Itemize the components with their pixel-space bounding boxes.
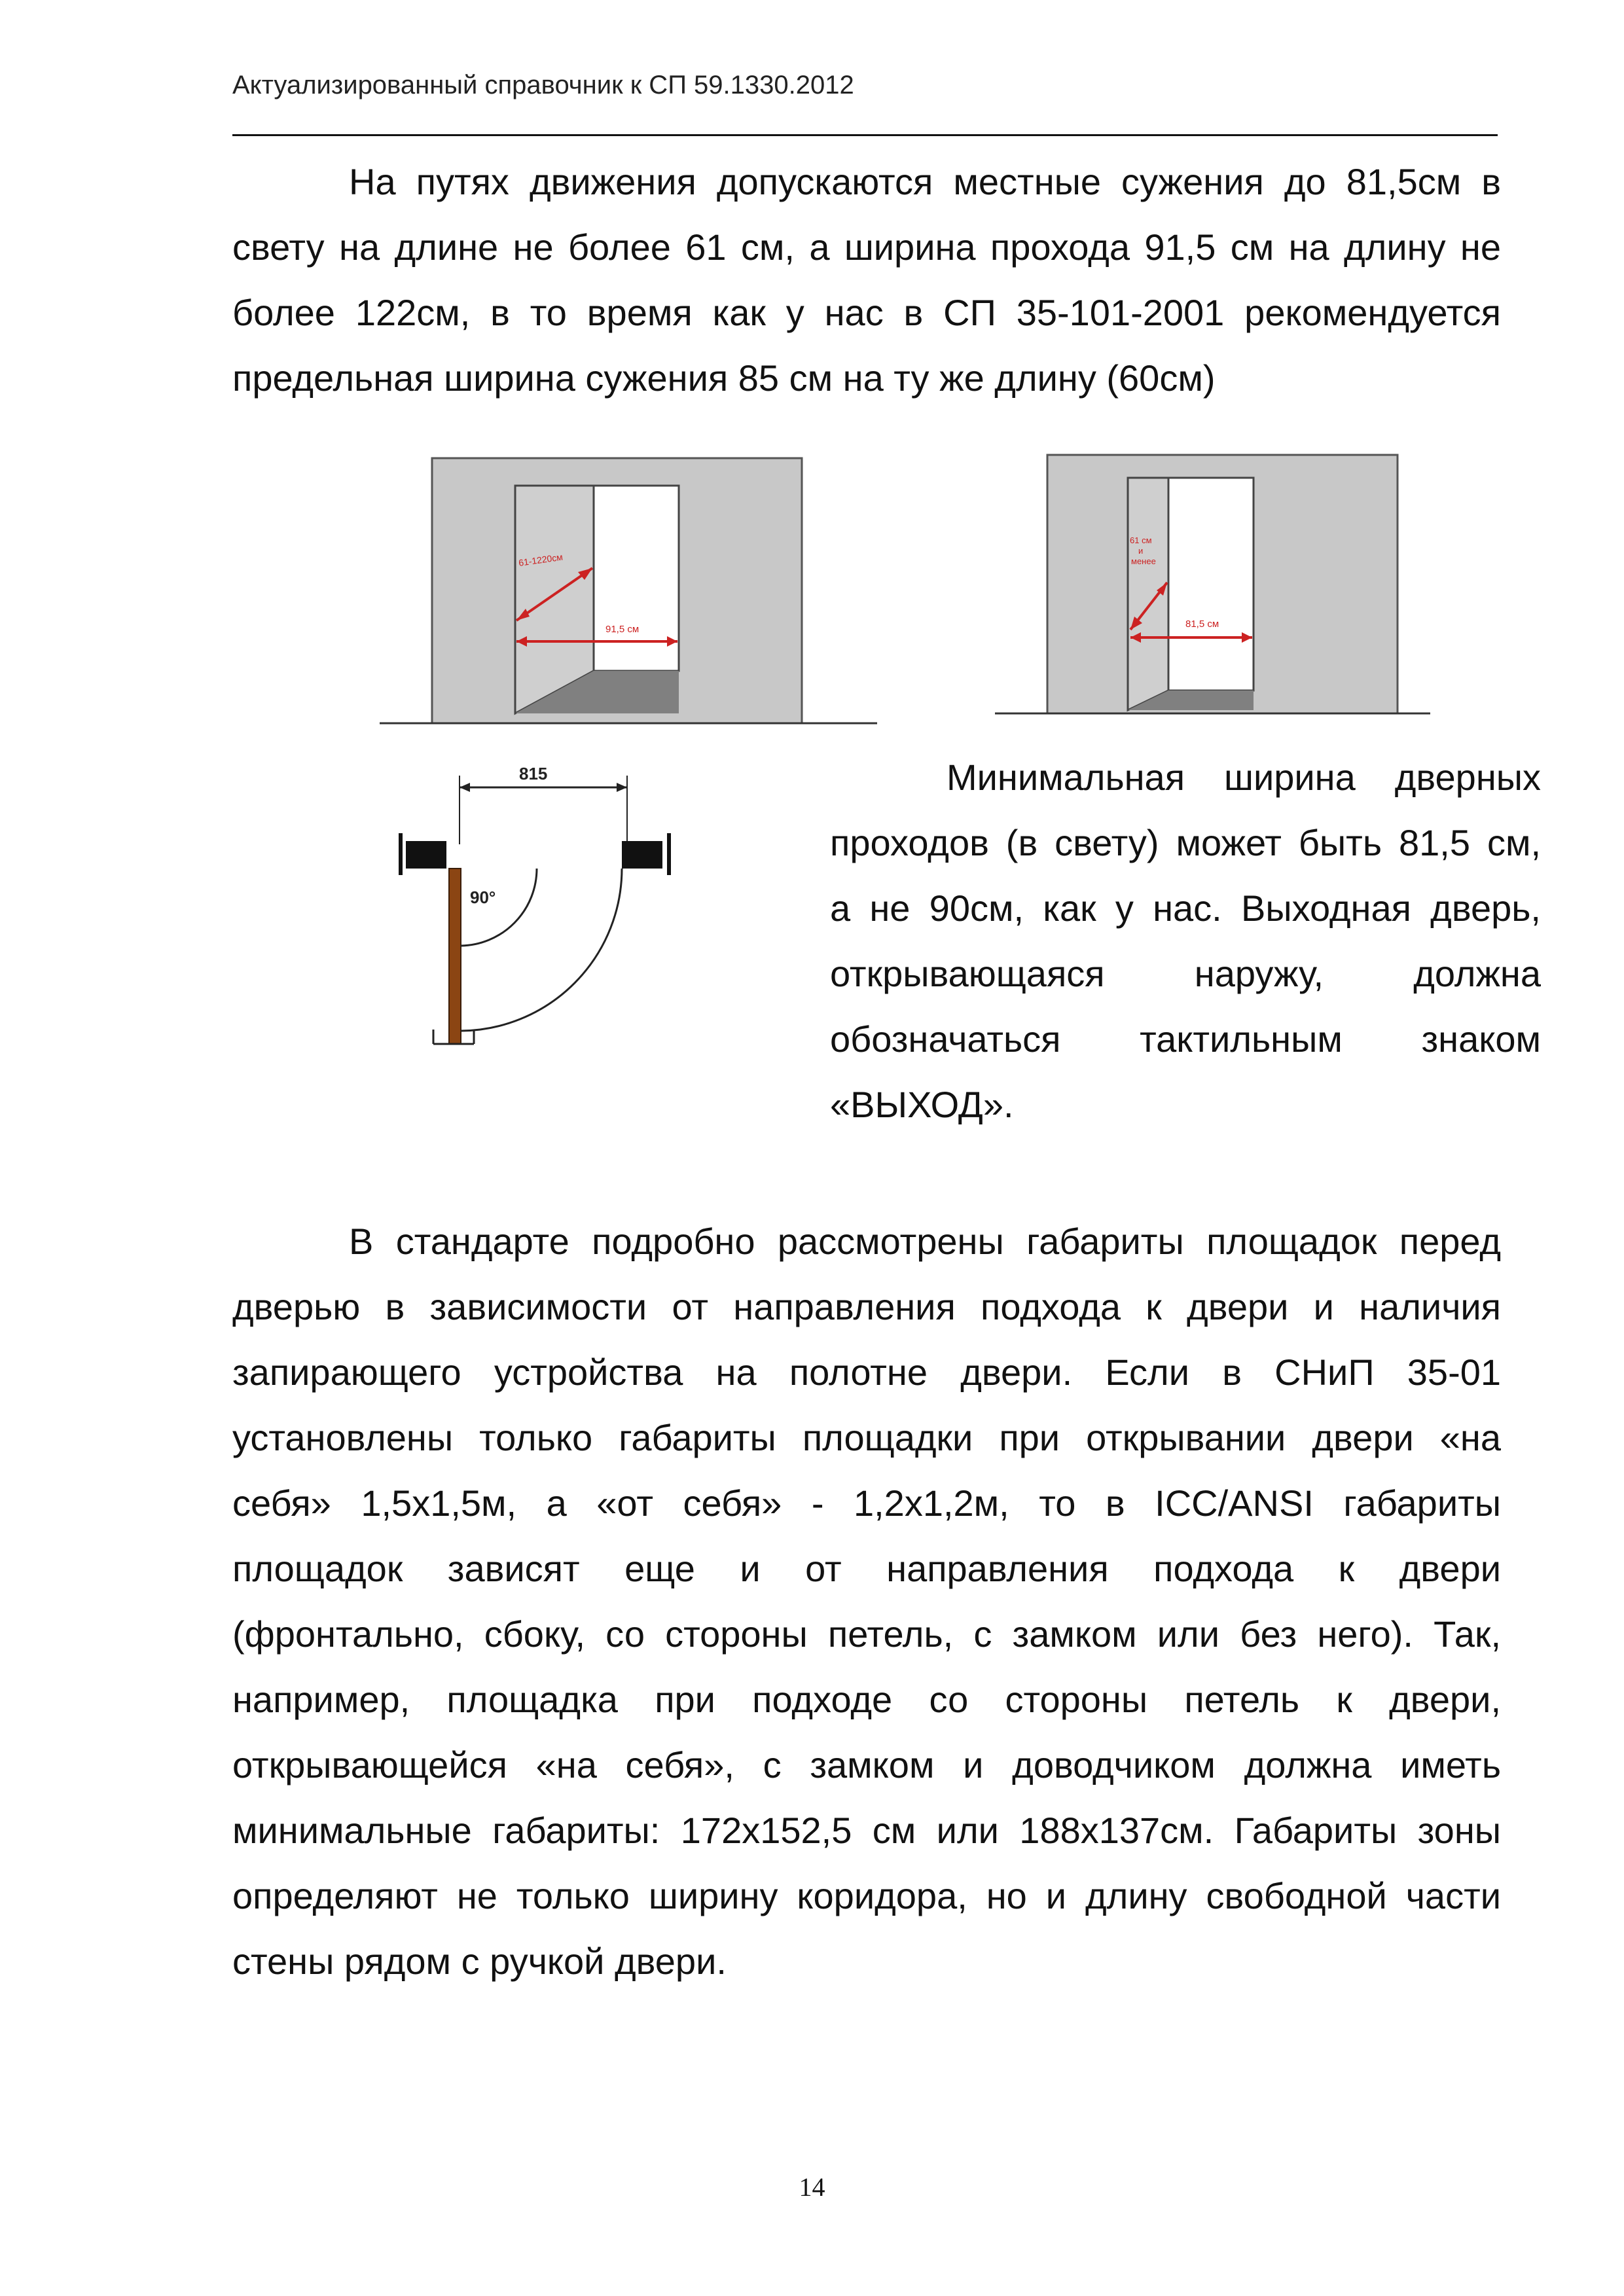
page-header: Актуализированный справочник к СП 59.1330.2012 <box>232 71 854 99</box>
paragraph-narrowing <box>232 149 1501 411</box>
paragraph-line: площадок зависят еще и от направления подхода к двери <box>232 1548 1501 1589</box>
doorway-figure-815 <box>985 445 1437 723</box>
angle-label: 90° <box>470 888 496 907</box>
paragraph-line: стены рядом с ручкой двери. <box>232 1941 727 1982</box>
wall-left <box>406 841 446 869</box>
width-dimension-label: 815 <box>519 764 548 783</box>
paragraph-line: свету на длине не более 61 см, а ширина прохода 91,5 см на длину не <box>232 226 1501 268</box>
paragraph-line: В стандарте подробно рассмотрены габариты площадок перед <box>349 1221 1501 1262</box>
paragraph-line: минимальные габариты: 172х152,5 см или 188х137см. Габариты зоны <box>232 1810 1501 1851</box>
paragraph-line: дверью в зависимости от направления подхода к двери и наличия <box>232 1286 1501 1327</box>
paragraph-line: На путях движения допускаются местные сужения до 81,5см в <box>349 161 1501 202</box>
arrow-head <box>460 783 470 792</box>
paragraph-line: предельная ширина сужения 85 см на ту же длину (60см) <box>232 357 1216 399</box>
width-dimension-label: 91,5 см <box>605 624 640 635</box>
paragraph-line: открывающаяся наружу, должна <box>830 953 1541 994</box>
header-divider <box>232 134 1498 136</box>
paragraph-landing-dimensions <box>232 1209 1501 1994</box>
paragraph-line: определяют не только ширину коридора, но и длину свободной части <box>232 1875 1501 1916</box>
paragraph-line: а не 90см, как у нас. Выходная дверь, <box>830 888 1541 929</box>
arrow-head <box>617 783 627 792</box>
doorway-figure-915 <box>370 445 887 733</box>
width-dimension-label: 81,5 см <box>1185 619 1219 630</box>
paragraph-line: обозначаться тактильным знаком <box>830 1018 1541 1060</box>
paragraph-line: «ВЫХОД». <box>830 1084 1014 1125</box>
paragraph-line: (фронтально, сбоку, со стороны петель, с замком или без него). Так, <box>232 1613 1501 1655</box>
paragraph-line: более 122см, в то время как у нас в СП 35-101-2001 рекомендуется <box>232 292 1501 333</box>
door-opening <box>1168 478 1254 691</box>
door-plan-figure <box>386 756 687 1064</box>
door-leaf <box>449 869 461 1044</box>
wall-right <box>622 841 662 869</box>
diagonal-dimension-label: и <box>1138 546 1144 556</box>
angle-arc <box>461 869 537 946</box>
paragraph-line: например, площадка при подходе со стороны петель к двери, <box>232 1679 1501 1720</box>
paragraph-line: установлены только габариты площадки при открывании двери «на <box>232 1417 1501 1458</box>
diagonal-dimension-label: 61-1220см <box>518 551 564 568</box>
paragraph-line: себя» 1,5х1,5м, а «от себя» - 1,2х1,2м, то в ICC/ANSI габариты <box>232 1482 1501 1524</box>
paragraph-line: открывающейся «на себя», с замком и доводчиком должна иметь <box>232 1744 1501 1785</box>
diagonal-dimension-label: менее <box>1131 556 1156 566</box>
diagonal-dimension-label: 61 см <box>1130 535 1152 545</box>
paragraph-line: проходов (в свету) может быть 81,5 см, <box>830 822 1541 863</box>
page-number: 14 <box>799 2172 825 2202</box>
door-opening <box>594 486 679 671</box>
paragraph-line: запирающего устройства на полотне двери. Если в СНиП 35-01 <box>232 1352 1501 1393</box>
paragraph-line: Минимальная ширина дверных <box>947 757 1541 798</box>
paragraph-min-width <box>830 745 1541 1138</box>
